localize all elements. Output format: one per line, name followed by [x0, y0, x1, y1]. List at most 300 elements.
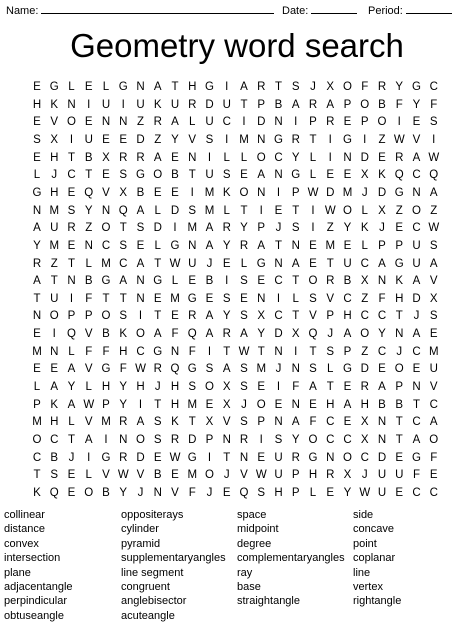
grid-letter[interactable]: F: [412, 469, 421, 482]
grid-letter[interactable]: G: [187, 363, 197, 376]
grid-letter[interactable]: O: [360, 328, 370, 341]
grid-letter[interactable]: S: [240, 381, 248, 394]
grid-letter[interactable]: N: [32, 204, 42, 217]
grid-letter[interactable]: O: [101, 310, 111, 323]
grid-letter[interactable]: O: [136, 434, 145, 446]
grid-letter[interactable]: T: [67, 257, 76, 270]
grid-letter[interactable]: N: [101, 204, 111, 217]
grid-letter[interactable]: X: [222, 381, 231, 394]
grid-letter[interactable]: N: [412, 381, 421, 394]
grid-letter[interactable]: N: [377, 434, 387, 446]
grid-letter[interactable]: I: [52, 328, 56, 341]
grid-letter[interactable]: E: [102, 169, 110, 182]
grid-letter[interactable]: C: [274, 310, 283, 323]
grid-letter[interactable]: C: [412, 169, 421, 182]
grid-letter[interactable]: W: [83, 398, 95, 411]
grid-letter[interactable]: L: [154, 204, 161, 217]
grid-letter[interactable]: E: [240, 169, 248, 182]
grid-letter[interactable]: L: [292, 292, 299, 305]
grid-letter[interactable]: S: [119, 169, 128, 182]
grid-letter[interactable]: E: [257, 451, 266, 464]
grid-letter[interactable]: A: [291, 416, 300, 429]
grid-letter[interactable]: A: [136, 416, 145, 429]
grid-letter[interactable]: L: [309, 151, 317, 164]
grid-letter[interactable]: N: [291, 398, 300, 411]
grid-letter[interactable]: S: [291, 222, 300, 235]
grid-letter[interactable]: N: [84, 239, 93, 252]
grid-letter[interactable]: E: [378, 151, 386, 164]
grid-letter[interactable]: V: [84, 328, 93, 341]
grid-letter[interactable]: O: [32, 434, 42, 446]
grid-letter[interactable]: Q: [84, 186, 94, 199]
grid-letter[interactable]: P: [343, 345, 352, 358]
grid-letter[interactable]: A: [50, 381, 59, 394]
grid-letter[interactable]: W: [169, 257, 181, 270]
grid-letter[interactable]: I: [69, 133, 74, 146]
grid-letter[interactable]: Z: [361, 345, 369, 358]
grid-letter[interactable]: N: [257, 133, 266, 146]
grid-letter[interactable]: N: [274, 416, 283, 429]
grid-letter[interactable]: L: [85, 381, 92, 394]
grid-letter[interactable]: E: [33, 328, 41, 341]
grid-letter[interactable]: A: [378, 257, 386, 270]
grid-letter[interactable]: R: [326, 469, 335, 482]
grid-letter[interactable]: A: [412, 275, 421, 288]
grid-letter[interactable]: S: [119, 310, 128, 323]
grid-letter[interactable]: R: [395, 151, 404, 164]
grid-letter[interactable]: Q: [239, 486, 249, 499]
grid-letter[interactable]: B: [343, 275, 352, 288]
grid-letter[interactable]: M: [256, 363, 267, 376]
grid-letter[interactable]: N: [67, 275, 76, 288]
grid-letter[interactable]: B: [205, 275, 214, 288]
grid-letter[interactable]: N: [326, 451, 335, 464]
grid-letter[interactable]: V: [412, 133, 421, 146]
grid-letter[interactable]: U: [50, 292, 59, 305]
grid-letter[interactable]: Y: [343, 486, 352, 499]
grid-letter[interactable]: Y: [291, 151, 300, 164]
grid-letter[interactable]: E: [84, 116, 93, 129]
grid-letter[interactable]: C: [274, 275, 283, 288]
grid-letter[interactable]: C: [50, 434, 59, 446]
grid-letter[interactable]: E: [171, 186, 179, 199]
grid-letter[interactable]: R: [188, 310, 197, 323]
grid-letter[interactable]: W: [393, 133, 405, 146]
grid-letter[interactable]: G: [153, 275, 163, 288]
grid-letter[interactable]: W: [135, 363, 146, 376]
grid-letter[interactable]: A: [291, 98, 300, 111]
grid-letter[interactable]: H: [395, 292, 404, 305]
grid-letter[interactable]: X: [119, 186, 128, 199]
grid-letter[interactable]: Y: [257, 328, 266, 341]
grid-letter[interactable]: X: [343, 469, 352, 482]
grid-letter[interactable]: F: [395, 98, 403, 111]
grid-letter[interactable]: Z: [430, 204, 438, 217]
grid-letter[interactable]: G: [187, 451, 197, 464]
grid-letter[interactable]: D: [274, 328, 283, 341]
grid-letter[interactable]: R: [222, 222, 231, 235]
grid-letter[interactable]: I: [276, 292, 281, 305]
grid-letter[interactable]: O: [429, 434, 439, 446]
grid-letter[interactable]: T: [33, 469, 41, 482]
grid-letter[interactable]: U: [274, 451, 283, 464]
grid-letter[interactable]: O: [256, 398, 266, 411]
grid-letter[interactable]: T: [154, 310, 162, 323]
grid-letter[interactable]: V: [309, 310, 317, 323]
grid-letter[interactable]: C: [326, 416, 335, 429]
grid-letter[interactable]: L: [327, 363, 334, 376]
grid-letter[interactable]: A: [291, 257, 300, 270]
grid-letter[interactable]: L: [85, 469, 92, 482]
grid-letter[interactable]: J: [206, 257, 213, 270]
grid-letter[interactable]: R: [136, 151, 145, 164]
grid-letter[interactable]: O: [136, 328, 145, 341]
grid-letter[interactable]: N: [153, 486, 162, 499]
grid-letter[interactable]: L: [223, 151, 230, 164]
grid-letter[interactable]: M: [49, 204, 60, 217]
grid-letter[interactable]: S: [240, 310, 248, 323]
grid-letter[interactable]: A: [429, 416, 438, 429]
grid-letter[interactable]: R: [119, 151, 128, 164]
grid-letter[interactable]: E: [171, 310, 179, 323]
grid-letter[interactable]: C: [274, 151, 283, 164]
grid-letter[interactable]: O: [308, 275, 318, 288]
grid-letter[interactable]: G: [32, 186, 42, 199]
grid-letter[interactable]: G: [153, 345, 163, 358]
grid-letter[interactable]: B: [84, 275, 93, 288]
grid-letter[interactable]: L: [361, 239, 368, 252]
grid-letter[interactable]: S: [274, 434, 283, 446]
grid-letter[interactable]: Z: [326, 222, 334, 235]
grid-letter[interactable]: S: [153, 416, 162, 429]
grid-letter[interactable]: K: [222, 186, 231, 199]
grid-letter[interactable]: U: [377, 469, 387, 482]
grid-letter[interactable]: D: [188, 434, 197, 446]
grid-letter[interactable]: C: [412, 345, 421, 358]
grid-letter[interactable]: A: [67, 398, 76, 411]
grid-letter[interactable]: R: [119, 416, 128, 429]
grid-letter[interactable]: I: [363, 133, 367, 146]
grid-letter[interactable]: R: [257, 81, 266, 93]
grid-letter[interactable]: I: [397, 116, 401, 129]
grid-letter[interactable]: U: [412, 239, 421, 252]
grid-letter[interactable]: X: [222, 398, 231, 411]
grid-letter[interactable]: F: [430, 451, 438, 464]
grid-letter[interactable]: T: [309, 133, 317, 146]
grid-letter[interactable]: C: [429, 486, 438, 499]
grid-letter[interactable]: E: [67, 239, 76, 252]
grid-letter[interactable]: T: [188, 169, 196, 182]
grid-letter[interactable]: W: [117, 469, 129, 482]
grid-letter[interactable]: N: [119, 116, 128, 129]
grid-letter[interactable]: A: [257, 169, 266, 182]
grid-letter[interactable]: O: [394, 363, 404, 376]
grid-letter[interactable]: E: [205, 398, 214, 411]
grid-letter[interactable]: L: [68, 345, 75, 358]
grid-letter[interactable]: H: [326, 398, 335, 411]
grid-letter[interactable]: D: [205, 98, 214, 111]
grid-letter[interactable]: R: [153, 116, 162, 129]
grid-letter[interactable]: N: [274, 345, 283, 358]
grid-letter[interactable]: M: [428, 345, 439, 358]
grid-letter[interactable]: T: [412, 398, 421, 411]
grid-letter[interactable]: S: [136, 222, 145, 235]
grid-letter[interactable]: E: [153, 292, 162, 305]
grid-letter[interactable]: A: [205, 222, 214, 235]
grid-letter[interactable]: J: [68, 451, 75, 464]
grid-letter[interactable]: R: [326, 116, 335, 129]
grid-letter[interactable]: C: [429, 398, 438, 411]
grid-letter[interactable]: I: [294, 345, 298, 358]
grid-letter[interactable]: M: [101, 416, 111, 429]
grid-letter[interactable]: M: [170, 292, 180, 305]
grid-letter[interactable]: D: [360, 151, 369, 164]
grid-letter[interactable]: V: [222, 416, 231, 429]
grid-letter[interactable]: F: [171, 328, 179, 341]
grid-letter[interactable]: E: [309, 398, 317, 411]
grid-letter[interactable]: U: [170, 98, 180, 111]
grid-letter[interactable]: T: [274, 239, 283, 252]
grid-letter[interactable]: L: [33, 381, 41, 394]
grid-letter[interactable]: E: [67, 469, 76, 482]
grid-letter[interactable]: T: [102, 292, 110, 305]
grid-letter[interactable]: V: [102, 186, 110, 199]
grid-letter[interactable]: V: [84, 363, 93, 376]
grid-letter[interactable]: R: [119, 451, 128, 464]
grid-letter[interactable]: O: [49, 310, 59, 323]
grid-letter[interactable]: X: [205, 416, 214, 429]
grid-letter[interactable]: Y: [119, 486, 128, 499]
grid-letter[interactable]: S: [67, 204, 76, 217]
grid-letter[interactable]: I: [87, 451, 91, 464]
grid-letter[interactable]: J: [241, 398, 247, 411]
grid-letter[interactable]: U: [222, 98, 231, 111]
grid-letter[interactable]: M: [342, 186, 353, 199]
grid-letter[interactable]: H: [274, 486, 283, 499]
grid-letter[interactable]: V: [102, 469, 110, 482]
grid-letter[interactable]: J: [379, 222, 385, 235]
grid-letter[interactable]: Z: [154, 133, 162, 146]
grid-letter[interactable]: C: [429, 81, 438, 93]
grid-letter[interactable]: E: [257, 381, 266, 394]
grid-letter[interactable]: J: [361, 469, 368, 482]
grid-letter[interactable]: P: [257, 222, 266, 235]
grid-letter[interactable]: G: [118, 81, 128, 93]
grid-letter[interactable]: E: [102, 133, 110, 146]
grid-letter[interactable]: Z: [136, 116, 145, 129]
grid-letter[interactable]: M: [32, 416, 42, 429]
grid-letter[interactable]: A: [343, 398, 352, 411]
grid-letter[interactable]: A: [153, 151, 162, 164]
grid-letter[interactable]: B: [136, 186, 145, 199]
grid-letter[interactable]: C: [101, 239, 111, 252]
grid-letter[interactable]: A: [412, 328, 421, 341]
grid-letter[interactable]: T: [274, 81, 283, 93]
grid-letter[interactable]: M: [32, 345, 42, 358]
grid-letter[interactable]: U: [205, 116, 214, 129]
grid-letter[interactable]: T: [240, 98, 248, 111]
grid-letter[interactable]: K: [378, 169, 386, 182]
grid-letter[interactable]: B: [378, 98, 386, 111]
grid-letter[interactable]: A: [205, 239, 214, 252]
grid-letter[interactable]: Q: [170, 363, 180, 376]
grid-letter[interactable]: J: [206, 486, 213, 499]
grid-letter[interactable]: G: [274, 133, 283, 146]
grid-letter[interactable]: E: [84, 81, 93, 93]
grid-letter[interactable]: E: [153, 186, 162, 199]
grid-letter[interactable]: Z: [85, 222, 93, 235]
grid-letter[interactable]: P: [205, 434, 214, 446]
grid-letter[interactable]: Y: [119, 398, 128, 411]
grid-letter[interactable]: F: [292, 381, 300, 394]
grid-letter[interactable]: A: [205, 310, 214, 323]
grid-letter[interactable]: R: [326, 275, 335, 288]
grid-letter[interactable]: R: [153, 363, 162, 376]
grid-letter[interactable]: H: [170, 381, 180, 394]
grid-letter[interactable]: E: [309, 239, 317, 252]
grid-letter[interactable]: R: [32, 257, 42, 270]
grid-letter[interactable]: I: [121, 98, 125, 111]
grid-letter[interactable]: P: [343, 98, 352, 111]
grid-letter[interactable]: O: [101, 222, 111, 235]
grid-letter[interactable]: D: [136, 133, 145, 146]
grid-letter[interactable]: G: [412, 451, 421, 464]
grid-letter[interactable]: A: [153, 81, 162, 93]
grid-letter[interactable]: T: [119, 222, 127, 235]
grid-letter[interactable]: S: [222, 169, 231, 182]
grid-letter[interactable]: I: [328, 133, 332, 146]
grid-letter[interactable]: M: [187, 469, 198, 482]
grid-letter[interactable]: T: [154, 257, 162, 270]
grid-letter[interactable]: G: [394, 257, 404, 270]
grid-letter[interactable]: P: [291, 469, 300, 482]
grid-letter[interactable]: F: [430, 98, 438, 111]
grid-letter[interactable]: B: [274, 98, 283, 111]
grid-letter[interactable]: R: [291, 451, 300, 464]
grid-letter[interactable]: W: [169, 451, 181, 464]
grid-letter[interactable]: B: [102, 486, 110, 499]
grid-letter[interactable]: P: [395, 239, 404, 252]
grid-letter[interactable]: U: [377, 486, 387, 499]
grid-letter[interactable]: U: [274, 469, 283, 482]
grid-letter[interactable]: K: [153, 98, 162, 111]
grid-letter[interactable]: N: [136, 292, 145, 305]
grid-letter[interactable]: Q: [67, 328, 76, 341]
grid-letter[interactable]: U: [84, 133, 93, 146]
grid-letter[interactable]: Q: [429, 169, 439, 182]
grid-letter[interactable]: I: [225, 275, 229, 288]
grid-letter[interactable]: E: [222, 257, 231, 270]
grid-letter[interactable]: E: [343, 116, 352, 129]
grid-letter[interactable]: O: [84, 486, 94, 499]
grid-letter[interactable]: A: [378, 381, 386, 394]
grid-letter[interactable]: X: [291, 328, 300, 341]
grid-letter[interactable]: H: [50, 151, 59, 164]
grid-letter[interactable]: G: [136, 169, 145, 182]
grid-letter[interactable]: E: [395, 222, 404, 235]
grid-letter[interactable]: U: [395, 469, 404, 482]
grid-letter[interactable]: I: [259, 434, 263, 446]
grid-letter[interactable]: D: [360, 363, 369, 376]
grid-letter[interactable]: N: [101, 116, 111, 129]
grid-letter[interactable]: G: [101, 451, 111, 464]
grid-letter[interactable]: V: [84, 416, 93, 429]
grid-letter[interactable]: P: [33, 398, 41, 411]
grid-letter[interactable]: E: [222, 486, 231, 499]
grid-letter[interactable]: Y: [84, 204, 93, 217]
grid-letter[interactable]: Z: [378, 133, 386, 146]
grid-letter[interactable]: J: [51, 169, 58, 182]
grid-letter[interactable]: E: [205, 292, 214, 305]
grid-letter[interactable]: T: [154, 398, 162, 411]
grid-letter[interactable]: C: [343, 292, 352, 305]
grid-letter[interactable]: A: [84, 434, 93, 446]
grid-letter[interactable]: V: [429, 381, 438, 394]
grid-letter[interactable]: Z: [361, 292, 369, 305]
grid-letter[interactable]: I: [294, 116, 298, 129]
grid-letter[interactable]: O: [377, 116, 387, 129]
grid-letter[interactable]: A: [326, 98, 335, 111]
grid-letter[interactable]: C: [343, 434, 352, 446]
grid-letter[interactable]: O: [256, 151, 266, 164]
grid-letter[interactable]: F: [361, 81, 369, 93]
grid-letter[interactable]: Z: [395, 204, 403, 217]
grid-letter[interactable]: L: [309, 169, 317, 182]
grid-letter[interactable]: E: [343, 169, 352, 182]
grid-letter[interactable]: J: [154, 381, 161, 394]
grid-letter[interactable]: E: [50, 363, 59, 376]
grid-letter[interactable]: I: [276, 186, 281, 199]
grid-letter[interactable]: S: [291, 81, 300, 93]
grid-letter[interactable]: R: [239, 434, 249, 446]
grid-letter[interactable]: G: [291, 169, 301, 182]
grid-letter[interactable]: P: [395, 381, 404, 394]
grid-letter[interactable]: E: [240, 292, 248, 305]
grid-letter[interactable]: P: [378, 239, 386, 252]
grid-letter[interactable]: X: [429, 292, 438, 305]
grid-letter[interactable]: N: [291, 363, 300, 376]
grid-letter[interactable]: B: [50, 451, 59, 464]
grid-letter[interactable]: I: [207, 451, 212, 464]
grid-letter[interactable]: T: [292, 204, 300, 217]
grid-letter[interactable]: I: [104, 434, 108, 446]
grid-letter[interactable]: I: [432, 133, 436, 146]
grid-letter[interactable]: C: [222, 116, 231, 129]
grid-letter[interactable]: E: [343, 239, 352, 252]
grid-letter[interactable]: H: [50, 186, 59, 199]
grid-letter[interactable]: N: [257, 186, 266, 199]
grid-letter[interactable]: B: [153, 469, 162, 482]
grid-letter[interactable]: U: [136, 98, 145, 111]
grid-letter[interactable]: A: [119, 275, 128, 288]
grid-letter[interactable]: G: [101, 363, 111, 376]
grid-letter[interactable]: E: [119, 133, 128, 146]
grid-letter[interactable]: E: [429, 469, 438, 482]
grid-letter[interactable]: G: [101, 275, 111, 288]
grid-letter[interactable]: Y: [222, 239, 231, 252]
grid-letter[interactable]: I: [69, 292, 74, 305]
grid-letter[interactable]: E: [395, 486, 404, 499]
grid-letter[interactable]: E: [378, 363, 386, 376]
grid-letter[interactable]: S: [119, 239, 128, 252]
grid-letter[interactable]: O: [67, 116, 76, 129]
grid-letter[interactable]: O: [205, 381, 214, 394]
grid-letter[interactable]: E: [153, 451, 162, 464]
grid-letter[interactable]: O: [239, 186, 249, 199]
grid-letter[interactable]: U: [429, 363, 438, 376]
grid-letter[interactable]: H: [32, 98, 42, 111]
grid-letter[interactable]: J: [361, 186, 368, 199]
